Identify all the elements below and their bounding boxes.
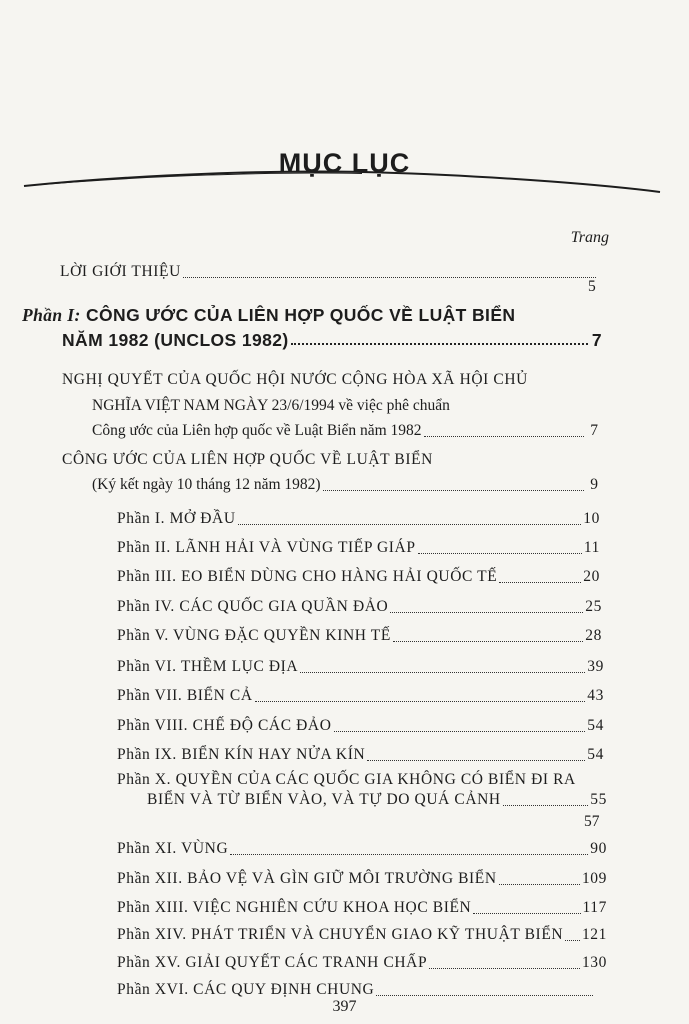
toc-entry-page: 10 — [583, 510, 600, 527]
toc-entry-part10 — [147, 790, 607, 810]
toc-entry — [117, 745, 604, 765]
toc-entry-label: Phần VII. BIỂN CẢ — [117, 687, 253, 704]
toc-entry-page: 117 — [582, 899, 607, 916]
toc-entry-label: Phần VI. THỀM LỤC ĐỊA — [117, 658, 299, 675]
toc-entry-page: 20 — [583, 568, 600, 585]
toc-entry-page: 11 — [583, 539, 600, 556]
toc-entry-label: Phần XIII. VIỆC NGHIÊN CỨU KHOA HỌC BIỂN — [117, 899, 472, 916]
toc-entry — [117, 898, 607, 918]
toc-entry-page: 90 — [590, 840, 607, 857]
toc-entry — [117, 597, 602, 617]
toc-entry-page: 43 — [587, 687, 604, 704]
page-title: MỤC LỤC — [278, 148, 411, 178]
leader-dots — [334, 730, 586, 732]
leader-dots — [367, 759, 585, 761]
toc-entry-resolution — [92, 421, 598, 441]
leader-dots — [565, 939, 580, 941]
toc-entry-label: LỜI GIỚI THIỆU — [60, 263, 181, 280]
toc-entry-label: Phần IX. BIỂN KÍN HAY NỬA KÍN — [117, 746, 366, 763]
leader-dots — [238, 523, 582, 525]
convention-line1: CÔNG ƯỚC CỦA LIÊN HỢP QUỐC VỀ LUẬT BIỂN — [62, 451, 433, 468]
leader-dots — [323, 489, 584, 491]
toc-entry-page: 54 — [587, 746, 604, 763]
leader-dots — [255, 700, 586, 702]
page-column-label: Trang — [570, 229, 609, 246]
toc-entry — [117, 509, 600, 529]
toc-entry-label: Phần XVI. CÁC QUY ĐỊNH CHUNG — [117, 981, 375, 998]
toc-entry-page: 9 — [590, 476, 598, 493]
toc-entry-page: 55 — [590, 791, 607, 808]
toc-entry-page: 54 — [587, 717, 604, 734]
resolution-line1: NGHỊ QUYẾT CỦA QUỐC HỘI NƯỚC CỘNG HÒA XÃ HỘI CHỦ — [62, 371, 528, 388]
toc-entry-page: 57 — [584, 813, 600, 830]
toc-entry-label: Phần III. EO BIỂN DÙNG CHO HÀNG HẢI QUỐC TẾ — [117, 568, 498, 585]
toc-entry — [117, 716, 604, 736]
toc-entry-page: 25 — [585, 598, 602, 615]
toc-part1-heading — [22, 305, 515, 325]
toc-entry-page: 7 — [590, 422, 598, 439]
toc-entry — [117, 686, 604, 706]
title-swash-rule — [22, 168, 662, 194]
part10-line1: Phần X. QUYỀN CỦA CÁC QUỐC GIA KHÔNG CÓ BIỂN ĐI RA — [117, 771, 576, 788]
toc-entry-page: 130 — [581, 954, 607, 971]
toc-entry — [117, 869, 607, 889]
page-number: 397 — [332, 998, 357, 1015]
convention-line2: (Ký kết ngày 10 tháng 12 năm 1982) — [92, 476, 321, 493]
toc-entry — [117, 626, 602, 646]
resolution-line2: NGHĨA VIỆT NAM NGÀY 23/6/1994 về việc phê chuẩn — [92, 397, 450, 414]
leader-dots — [376, 994, 593, 996]
resolution-line3: Công ước của Liên hợp quốc về Luật Biển năm 1982 — [92, 422, 422, 439]
leader-dots — [499, 581, 581, 583]
toc-entry-label: Phần XV. GIẢI QUYẾT CÁC TRANH CHẤP — [117, 954, 428, 971]
toc-part1-line2 — [62, 330, 602, 350]
leader-dots — [291, 342, 588, 345]
leader-dots — [424, 435, 584, 437]
leader-dots — [503, 804, 589, 806]
leader-dots — [393, 640, 583, 642]
toc-entry-convention — [92, 475, 598, 495]
toc-entry — [117, 980, 607, 1000]
toc-entry-page: 109 — [581, 870, 607, 887]
toc-entry-label: Phần XII. BẢO VỆ VÀ GÌN GIỮ MÔI TRƯỜNG BIỂN — [117, 870, 497, 887]
toc-entry-label: Phần IV. CÁC QUỐC GIA QUẦN ĐẢO — [117, 598, 389, 615]
toc-entry-intro — [60, 262, 598, 282]
part10-line2: BIỂN VÀ TỪ BIỂN VÀO, VÀ TỰ DO QUÁ CẢNH — [147, 791, 501, 808]
toc-entry — [117, 925, 607, 945]
part1-title-line2: NĂM 1982 (UNCLOS 1982) — [62, 330, 289, 350]
toc-entry — [117, 953, 607, 973]
toc-entry — [117, 839, 607, 859]
leader-dots — [499, 883, 580, 885]
toc-entry-page: 121 — [581, 926, 607, 943]
toc-entry-label: Phần VIII. CHẾ ĐỘ CÁC ĐẢO — [117, 717, 332, 734]
toc-entry-label: Phần V. VÙNG ĐẶC QUYỀN KINH TẾ — [117, 627, 391, 644]
toc-entry — [117, 538, 600, 558]
leader-dots — [429, 967, 580, 969]
toc-entry — [117, 567, 600, 587]
leader-dots — [473, 912, 580, 914]
leader-dots — [183, 276, 596, 278]
leader-dots — [418, 552, 582, 554]
part1-title-line1: CÔNG ƯỚC CỦA LIÊN HỢP QUỐC VỀ LUẬT BIỂN — [85, 305, 516, 325]
toc-entry-label: Phần II. LÃNH HẢI VÀ VÙNG TIẾP GIÁP — [117, 539, 416, 556]
toc-entry-label: Phần I. MỞ ĐẦU — [117, 510, 236, 527]
toc-entry-page: 7 — [591, 330, 602, 350]
toc-entry-label: Phần XIV. PHÁT TRIỂN VÀ CHUYỂN GIAO KỸ THUẬT BIỂN — [117, 926, 564, 943]
toc-entry-page: 5 — [588, 278, 596, 295]
leader-dots — [230, 853, 588, 855]
leader-dots — [300, 671, 585, 673]
part1-prefix: Phần I: — [22, 305, 81, 325]
toc-entry-page: 39 — [587, 658, 604, 675]
toc-entry — [117, 657, 604, 677]
leader-dots — [390, 611, 583, 613]
toc-entry-label: Phần XI. VÙNG — [117, 840, 229, 857]
toc-entry-page: 28 — [585, 627, 602, 644]
